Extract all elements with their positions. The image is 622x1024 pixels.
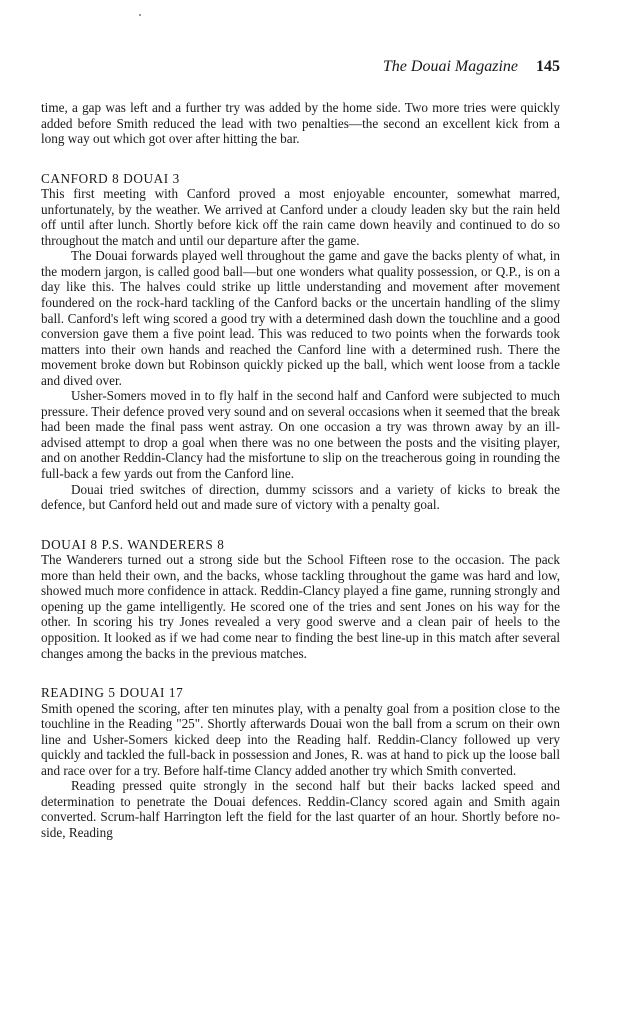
report-paragraph: Smith opened the scoring, after ten minutes play, with a penalty goal from a position close to the touchline in the Reading "25". Shortly afterwards Douai won the ball from a scrum on their own line and Usher-Somers kicked deep into the Reading half. Reddin-Clancy followed up very quickly and tackled the full-back in possession and Jones, R. was at hand to pick up the loose ball and race over for a try. Before half-time Clancy added another try which Smith converted. (41, 700, 560, 778)
match-heading: DOUAI 8 P.S. WANDERERS 8 (41, 536, 225, 552)
match-report-canford (41, 171, 560, 513)
match-heading: CANFORD 8 DOUAI 3 (41, 170, 180, 186)
page-number: 145 (536, 58, 560, 75)
report-paragraph: The Douai forwards played well throughout the game and gave the backs plenty of what, in the modern jargon, is called good ball—but one wonders what quality possession, or Q.P., is on a day like this. The halves could strike up little understanding and movement after movement foundered on the rock-hard tackling of the Canford backs or the uncertain handling of the slimy ball. Canford's left wing scored a good try with a determined dash down the touchline and a good conversion gave them a five point lead. This was reduced to two points when the forwards took matters into their own hands and reached the Canford line with a determined rush. There the movement broke down but Robinson quickly picked up the ball, which went loose from a tackle and dived over. (41, 248, 560, 388)
match-heading: READING 5 DOUAI 17 (41, 685, 184, 701)
opening-paragraph: time, a gap was left and a further try was added by the home side. Two more tries were quickly added before Smith reduced the lead with two penalties—the second an excellent kick from a long way out which got over after hitting the bar. (41, 100, 560, 147)
running-head (383, 58, 560, 76)
report-paragraph: This first meeting with Canford proved a most enjoyable encounter, somewhat marred, unfortunately, by the weather. We arrived at Canford under a cloudy leaden sky but the rain held off until after lunch. Shortly before kick off the rain came down heavily and continued to do so throughout the match and until our departure after the game. (41, 186, 560, 248)
magazine-title: The Douai Magazine (382, 58, 518, 75)
report-paragraph: The Wanderers turned out a strong side but the School Fifteen rose to the occasion. The pack more than held their own, and the backs, whose tackling throughout the game was hard and low, showed much more confidence in attack. Reddin-Clancy played a fine game, running strongly and opening up the game intelligently. He scored one of the tries and sent Jones on his way for the other. In scoring his try Jones revealed a very good swerve and a clean pair of heels to the opposition. It looked as if we had come near to finding the best line-up in this match after several changes among the backs in the previous matches. (41, 552, 560, 661)
report-paragraph: Douai tried switches of direction, dummy scissors and a variety of kicks to break the defence, but Canford held out and made sure of victory with a penalty goal. (41, 481, 560, 513)
article-body (41, 100, 560, 841)
match-report-reading (41, 685, 560, 840)
report-paragraph: Usher-Somers moved in to fly half in the second half and Canford were subjected to much pressure. Their defence proved very sound and on several occasions when it seemed that the break had been made the final pass went astray. On one occasion a try was thrown away by an ill-advised attempt to drop a goal when there was no one between the posts and the visiting player, and on another Reddin-Clancy had the misfortune to slip on the treacherous going in rounding the full-back a few yards out from the Canford line. (41, 388, 561, 482)
report-paragraph: Reading pressed quite strongly in the second half but their backs lacked speed and determination to penetrate the Douai defences. Reddin-Clancy scored again and Smith again converted. Scrum-half Harrington left the field for the last quarter of an hour. Shortly before no-side, Reading (41, 778, 560, 840)
match-report-wanderers (41, 537, 560, 661)
print-speck (139, 14, 141, 16)
